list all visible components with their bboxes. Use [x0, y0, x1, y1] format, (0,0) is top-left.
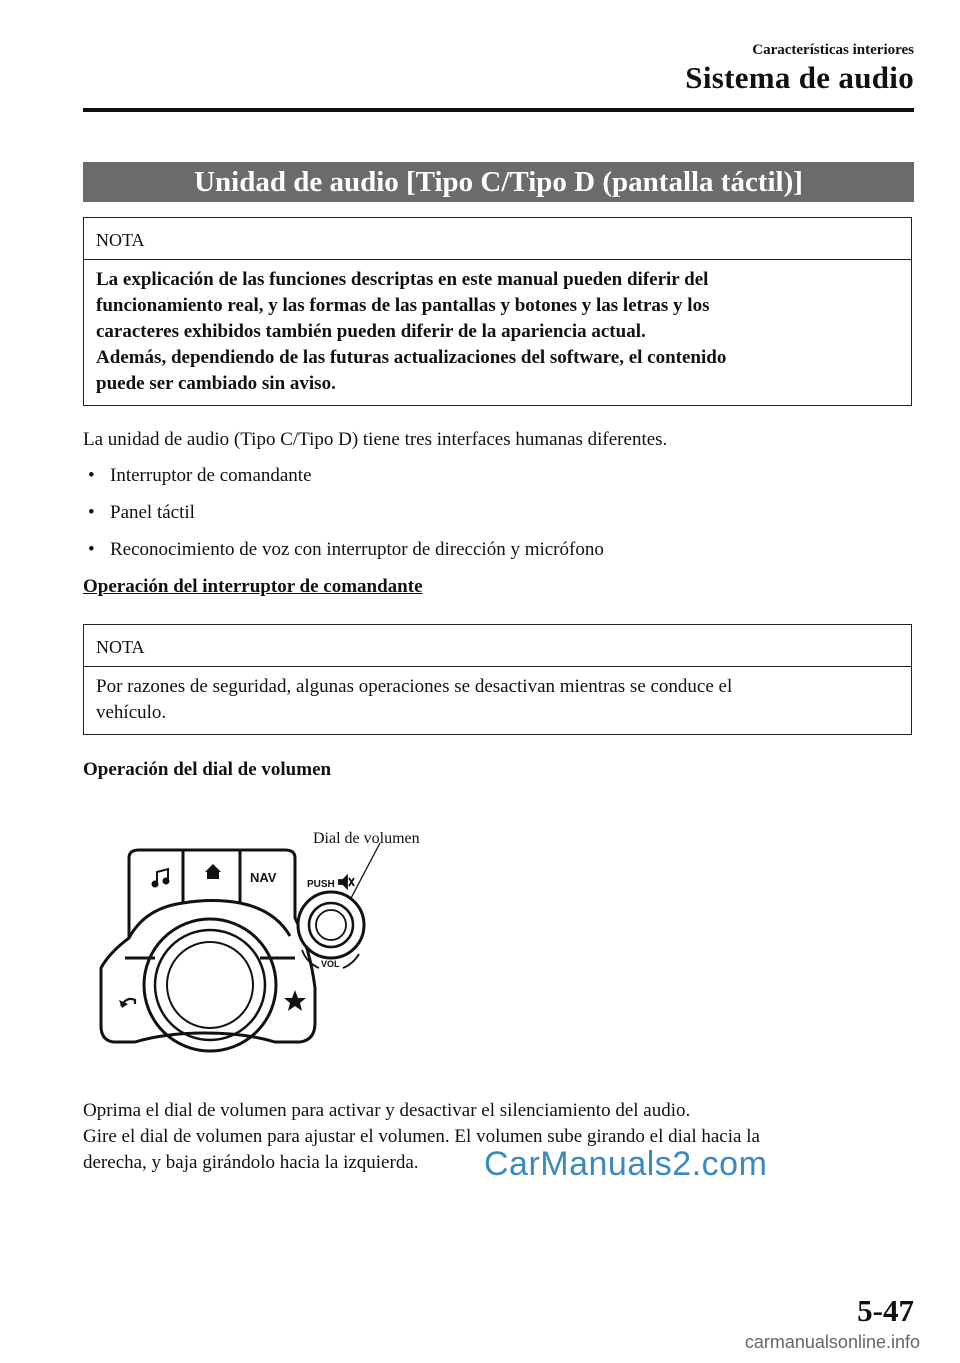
favorite-star-icon	[284, 990, 306, 1011]
commander-switch-figure	[95, 828, 455, 1068]
note-label: NOTA	[84, 218, 911, 260]
music-icon	[152, 869, 169, 887]
note-line: Por razones de seguridad, algunas operaciones se desactivan mientras se conduce el	[96, 676, 733, 697]
note-box-2	[83, 624, 912, 735]
list-item-text: Panel táctil	[110, 502, 195, 523]
bullet-icon: •	[88, 539, 95, 560]
callout-label: Dial de volumen	[313, 830, 420, 847]
interface-list	[88, 463, 604, 574]
commander-knob-outer	[144, 919, 276, 1051]
section-banner: Unidad de audio [Tipo C/Tipo D (pantalla táctil)]	[83, 162, 914, 202]
list-item-text: Reconocimiento de voz con interruptor de dirección y micrófono	[110, 539, 604, 560]
list-item-text: Interruptor de comandante	[110, 465, 312, 486]
page-number: 5-47	[857, 1293, 914, 1328]
footer-watermark: carmanualsonline.info	[744, 1332, 920, 1352]
paragraph-line: Oprima el dial de volumen para activar y desactivar el silenciamiento del audio.	[83, 1100, 691, 1121]
intro-paragraph: La unidad de audio (Tipo C/Tipo D) tiene tres interfaces humanas diferentes.	[83, 429, 668, 450]
bullet-icon: •	[88, 465, 95, 486]
paragraph-line: Gire el dial de volumen para ajustar el volumen. El volumen sube girando el dial hacia la	[83, 1126, 760, 1147]
commander-knob-ring	[155, 930, 265, 1040]
note-body	[84, 260, 911, 405]
commander-knob-inner	[167, 942, 253, 1028]
bullet-icon: •	[88, 502, 95, 523]
header-title: Sistema de audio	[685, 60, 914, 95]
paragraph-line: derecha, y baja girándolo hacia la izquierda.	[83, 1152, 419, 1173]
note-line: caracteres exhibidos también pueden diferir de la apariencia actual.	[96, 321, 646, 342]
list-item	[88, 500, 604, 537]
vol-label: VOL	[321, 959, 340, 969]
nav-button-label: NAV	[250, 870, 277, 885]
subheading-commander: Operación del interruptor de comandante	[83, 576, 423, 597]
watermark-logo: CarManuals2.com	[484, 1145, 768, 1183]
note-line: La explicación de las funciones descriptas en este manual pueden diferir del	[96, 269, 709, 290]
mute-icon	[339, 876, 354, 888]
header-rule	[83, 108, 914, 112]
note-body	[84, 667, 911, 734]
note-box-1	[83, 217, 912, 406]
home-icon	[205, 864, 221, 879]
note-line: funcionamiento real, y las formas de las pantallas y botones y las letras y los	[96, 295, 710, 316]
list-item	[88, 537, 604, 574]
push-label: PUSH	[307, 879, 335, 890]
note-line: puede ser cambiado sin aviso.	[96, 373, 336, 394]
header-section-label: Características interiores	[752, 42, 914, 58]
note-label: NOTA	[84, 625, 911, 667]
list-item	[88, 463, 604, 500]
note-line: vehículo.	[96, 702, 167, 723]
note-line: Además, dependiendo de las futuras actualizaciones del software, el contenido	[96, 347, 727, 368]
subheading-volume-dial: Operación del dial de volumen	[83, 759, 332, 780]
